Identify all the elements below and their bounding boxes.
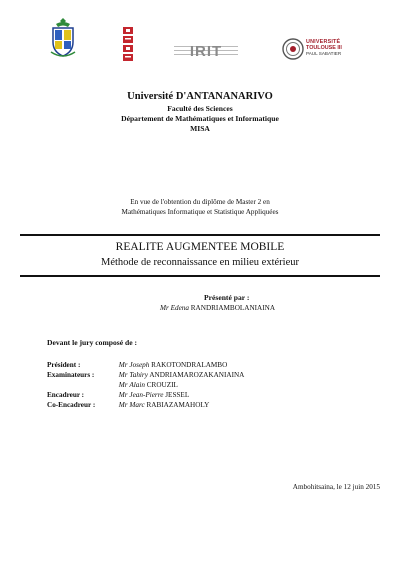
irit-logo-text: IRIT bbox=[189, 43, 223, 60]
faculty-name: Faculté des Sciences bbox=[167, 104, 233, 113]
jury-first-name: Jean-Pierre bbox=[129, 391, 164, 399]
obtention-line-2: Mathématiques Informatique et Statistique Appliquées bbox=[121, 208, 279, 216]
jury-role: Co-Encadreur : bbox=[47, 401, 96, 409]
toulouse-line-1: UNIVERSITÉ bbox=[306, 39, 341, 45]
presenter-prefix: Mr bbox=[160, 304, 169, 312]
misa-logo bbox=[122, 26, 134, 62]
irit-logo bbox=[174, 42, 238, 60]
jury-last-name: RAKOTONDRALAMBO bbox=[151, 361, 228, 369]
place-and-date: Ambohitsaina, le 12 juin 2015 bbox=[292, 483, 380, 491]
presenter-first-name: Edena bbox=[170, 304, 189, 312]
jury-role: Président : bbox=[47, 361, 81, 369]
toulouse-logo-text bbox=[306, 39, 352, 57]
title-rule-bottom bbox=[20, 275, 380, 277]
thesis-subtitle: Méthode de reconnaissance en milieu extérieur bbox=[101, 257, 299, 268]
thesis-title: REALITE AUGMENTEE MOBILE bbox=[115, 241, 285, 253]
toulouse-logo bbox=[282, 38, 352, 60]
jury-first-name: Marc bbox=[129, 401, 145, 409]
jury-role: Examinateurs : bbox=[47, 371, 95, 379]
jury-role: Encadreur : bbox=[47, 391, 85, 399]
jury-row bbox=[47, 361, 227, 371]
university-logo bbox=[48, 18, 78, 60]
jury-row bbox=[47, 381, 178, 391]
presenter-last-name: RANDRIAMBOLANIAINA bbox=[190, 304, 276, 312]
toulouse-line-2: TOULOUSE III bbox=[306, 45, 342, 51]
jury-prefix: Mr bbox=[118, 401, 128, 409]
jury-last-name: CROUZIL bbox=[146, 381, 178, 389]
jury-row bbox=[47, 401, 209, 411]
jury-prefix: Mr bbox=[118, 381, 128, 389]
jury-first-name: Joseph bbox=[129, 361, 150, 369]
jury-label: Devant le jury composé de : bbox=[47, 338, 138, 347]
department-name: Département de Mathématiques et Informatique bbox=[121, 114, 279, 123]
irit-logo-icon bbox=[174, 42, 238, 60]
toulouse-seal-icon bbox=[282, 38, 304, 60]
jury-prefix: Mr bbox=[118, 391, 128, 399]
obtention-line-1: En vue de l'obtention du diplôme de Master 2 en bbox=[130, 198, 270, 206]
jury-row bbox=[47, 391, 189, 401]
misa-logo-icon bbox=[122, 26, 134, 62]
program-name: MISA bbox=[190, 124, 210, 133]
jury-prefix: Mr bbox=[118, 371, 128, 379]
jury-prefix: Mr bbox=[118, 361, 128, 369]
jury-last-name: JESSEL bbox=[165, 391, 190, 399]
presenter-name bbox=[160, 304, 275, 312]
jury-last-name: RABIAZAMAHOLY bbox=[146, 401, 210, 409]
toulouse-line-3: PAUL SABATIER bbox=[306, 51, 342, 56]
title-rule-top bbox=[20, 234, 380, 236]
presented-by-label: Présenté par : bbox=[204, 293, 250, 302]
university-crest-icon bbox=[48, 18, 78, 60]
jury-row bbox=[47, 371, 244, 381]
jury-first-name: Alain bbox=[129, 381, 145, 389]
jury-first-name: Tahiry bbox=[129, 371, 148, 379]
jury-last-name: ANDRIAMAROZAKANIAINA bbox=[149, 371, 245, 379]
university-name: Université D'ANTANANARIVO bbox=[127, 91, 273, 102]
